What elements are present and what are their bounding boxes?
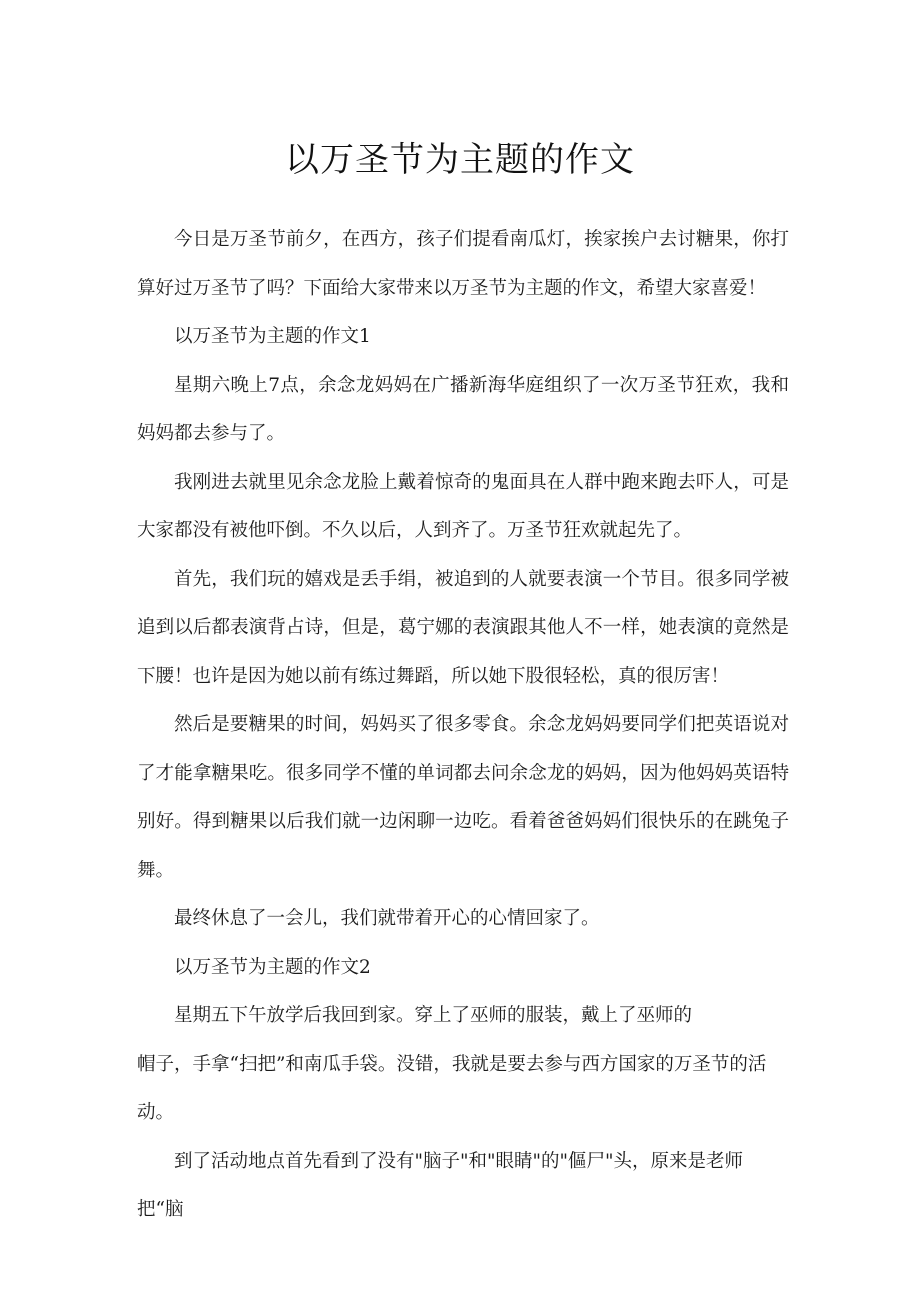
essay-1-paragraph: 然后是要糖果的时间，妈妈买了很多零食。余念龙妈妈要同学们把英语说对了才能拿糖果吃。很多同学不懂的单词都去问余念龙的妈妈，因为他妈妈英语特别好。得到糖果以后我们就一边闲聊一边吃。看着爸爸妈妈们很快乐的在跳兔子舞。: [137, 714, 789, 881]
intro-paragraph: 今日是万圣节前夕，在西方，孩子们提看南瓜灯，挨家挨户去讨糖果，你打算好过万圣节了吗？下面给大家带来以万圣节为主题的作文，希望大家喜爱！: [137, 229, 789, 299]
essay-1-paragraph: 最终休息了一会儿，我们就带着开心的心情回家了。: [174, 908, 600, 929]
document-title: 以万圣节为主题的作文: [285, 140, 635, 180]
essay-1-paragraph: 首先，我们玩的嬉戏是丢手绢，被追到的人就要表演一个节目。很多同学被追到以后都表演背占诗，但是，葛宁娜的表演跟其他人不一样，她表演的竟然是下腰！也许是因为她以前有练过舞蹈，所以她下股很轻松，真的很厉害！: [137, 568, 789, 687]
document-body: [137, 216, 789, 1235]
essay-2-paragraph: 到了活动地点首先看到了没有"脑子"和"眼睛"的"傴尸"头，原来是老师把“脑: [137, 1150, 744, 1220]
essay-2-paragraph: 星期五下午放学后我回到家。穿上了巫师的服装，戴上了巫师的: [174, 1005, 693, 1026]
essay-2-paragraph: 帽子，手拿“扫把”和南瓜手袋。没错，我就是要去参与西方国家的万圣节的活动。: [137, 1053, 767, 1123]
essay-1-heading: 以万圣节为主题的作文1: [174, 326, 371, 347]
essay-1-paragraph: 我刚进去就里见余念龙脸上戴着惊奇的鬼面具在人群中跑来跑去吓人，可是大家都没有被他吓倒。不久以后，人到齐了。万圣节狂欢就起先了。: [137, 471, 789, 541]
essay-1-paragraph: 星期六晚上7点，余念龙妈妈在广播新海华庭组织了一次万圣节狂欢，我和妈妈都去参与了。: [137, 374, 789, 444]
essay-2-heading: 以万圣节为主题的作文2: [174, 956, 371, 978]
